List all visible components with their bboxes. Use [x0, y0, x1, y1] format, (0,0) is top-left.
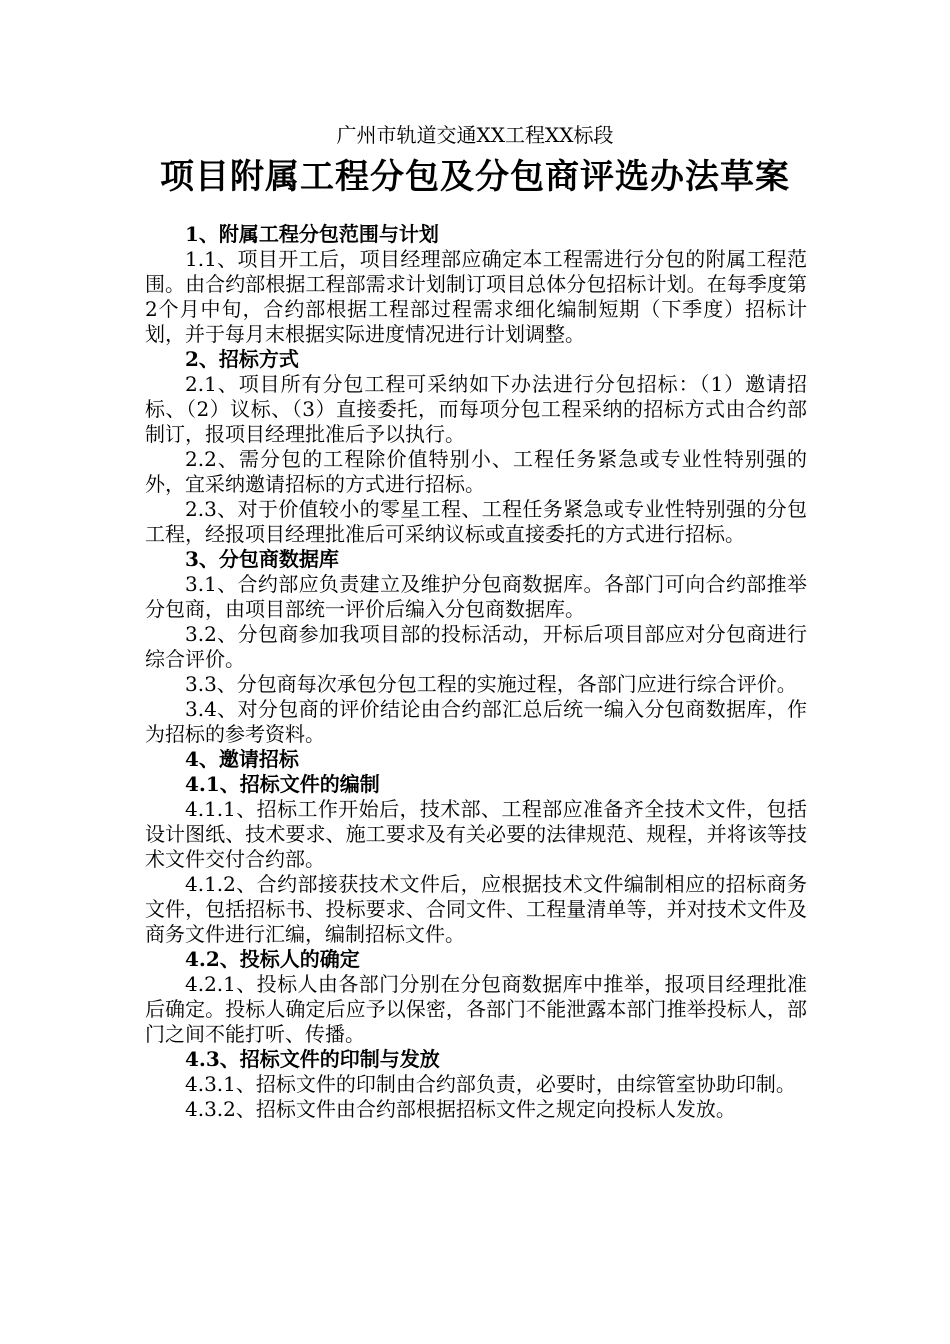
- section-heading: 1、附属工程分包范围与计划: [185, 222, 439, 246]
- document-subtitle: 广州市轨道交通XX工程XX标段: [336, 123, 614, 147]
- document-title: 项目附属工程分包及分包商评选办法草案: [160, 157, 790, 197]
- paragraph: 4.3.1、招标文件的印制由合约部负责，必要时，由综管室协助印制。: [185, 1072, 796, 1096]
- paragraph: 2.1、项目所有分包工程可采纳如下办法进行分包招标：（1）邀请招标、（2）议标、（3）直接委托，而每项分包工程采纳的招标方式由合约部制订，报项目经理批准后予以执行。: [145, 372, 807, 446]
- paragraph: 3.1、合约部应负责建立及维护分包商数据库。各部门可向合约部推举分包商，由项目部统一评价后编入分包商数据库。: [145, 572, 807, 621]
- paragraph: 2.2、需分包的工程除价值特别小、工程任务紧急或专业性特别强的外，宜采纳邀请招标的方式进行招标。: [145, 447, 807, 496]
- section-heading: 4.3、招标文件的印制与发放: [185, 1047, 440, 1071]
- paragraph: 4.1.2、合约部接获技术文件后，应根据技术文件编制相应的招标商务文件，包括招标书、投标要求、合同文件、工程量清单等，并对技术文件及商务文件进行汇编，编制招标文件。: [145, 872, 807, 946]
- paragraph: 3.4、对分包商的评价结论由合约部汇总后统一编入分包商数据库，作为招标的参考资料。: [145, 697, 807, 746]
- document-body: [145, 222, 807, 1122]
- paragraph: 1.1、项目开工后，项目经理部应确定本工程需进行分包的附属工程范围。由合约部根据工程部需求计划制订项目总体分包招标计划。在每季度第2个月中旬，合约部根据工程部过程需求细化编制短期（下季度）招标计划，并于每月末根据实际进度情况进行计划调整。: [145, 247, 807, 346]
- paragraph: 4.2.1、投标人由各部门分别在分包商数据库中推举，报项目经理批准后确定。投标人确定后应予以保密，各部门不能泄露本部门推举投标人，部门之间不能打听、传播。: [145, 972, 807, 1046]
- paragraph: 3.3、分包商每次承包分包工程的实施过程，各部门应进行综合评价。: [185, 672, 797, 696]
- paragraph: 2.3、对于价值较小的零星工程、工程任务紧急或专业性特别强的分包工程，经报项目经理批准后可采纳议标或直接委托的方式进行招标。: [145, 497, 807, 546]
- section-heading: 3、分包商数据库: [185, 547, 339, 571]
- section-heading: 4、邀请招标: [185, 747, 299, 771]
- section-heading: 4.2、投标人的确定: [185, 947, 360, 971]
- section-heading: 2、招标方式: [185, 347, 299, 371]
- paragraph: 3.2、分包商参加我项目部的投标活动，开标后项目部应对分包商进行综合评价。: [145, 622, 807, 671]
- section-heading: 4.1、招标文件的编制: [185, 772, 380, 796]
- paragraph: 4.1.1、招标工作开始后，技术部、工程部应准备齐全技术文件，包括设计图纸、技术要求、施工要求及有关必要的法律规范、规程，并将该等技术文件交付合约部。: [145, 797, 807, 871]
- paragraph: 4.3.2、招标文件由合约部根据招标文件之规定向投标人发放。: [185, 1097, 736, 1121]
